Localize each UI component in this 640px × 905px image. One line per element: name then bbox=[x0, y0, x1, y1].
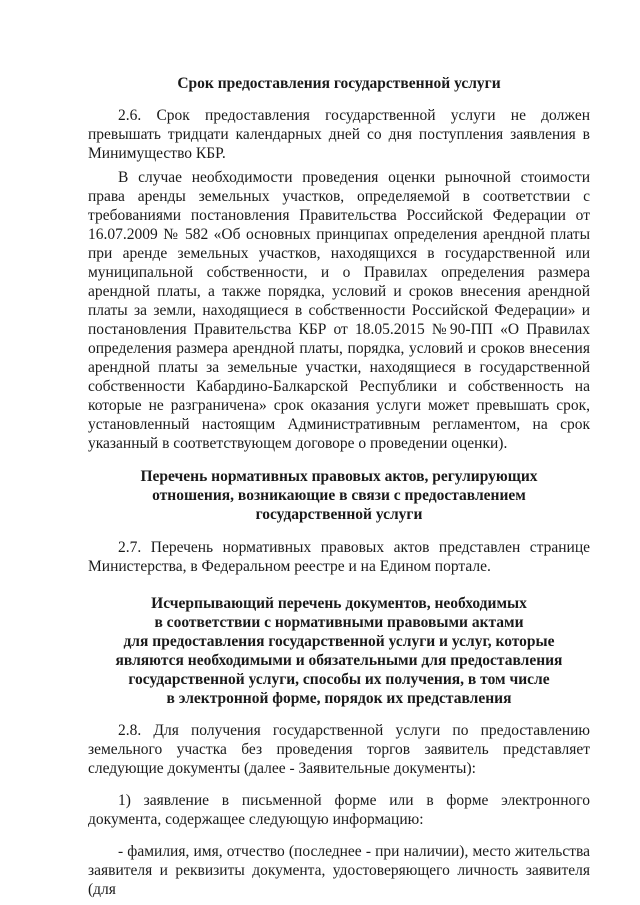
paragraph-2-8-item-1: 1) заявление в письменной форме или в форме электронного документа, содержащее следующую информацию: bbox=[88, 792, 590, 828]
section-title-term-text: Срок предоставления государственной услуги bbox=[177, 75, 501, 92]
section-title-legal-acts bbox=[88, 467, 590, 524]
section-title-line: для предоставления государственной услуги и услуг, которые bbox=[123, 633, 555, 650]
paragraph-2-6-assessment: В случае необходимости проведения оценки рыночной стоимости права аренды земельных участков, определяемой в соответствии с требованиями постановления Правительства Российской Федерации от 16.07.2009 № 582 «Об основных принципах определения арендной платы при аренде земельных участков, находящихся в государственной или муниципальной собственности, и о Правилах определения размера арендной платы, а также порядка, условий и сроков внесения арендной платы за земли, находящиеся в собственности Российской Федерации» и постановления Правительства КБР от 18.05.2015 №90-ПП «О Правилах определения размера арендной платы, порядка, условий и сроков внесения арендной платы за земельные участки, находящиеся в государственной собственности Кабардино-Балкарской Республики и собственность на которые не разграничена» срок оказания услуги может превышать срок, установленный настоящим Административным регламентом, на срок указанный в соответствующем договоре о проведении оценки). bbox=[88, 169, 590, 452]
section-title-line: отношения, возникающие в связи с предоставлением bbox=[152, 487, 526, 504]
section-title-line: в электронной форме, порядок их представления bbox=[166, 690, 512, 707]
section-title-line: государственной услуги bbox=[255, 506, 423, 523]
paragraph-2-6: 2.6. Срок предоставления государственной услуги не должен превышать тридцати календарных дней со дня поступления заявления в Минимущество КБР. bbox=[88, 107, 590, 162]
section-title-term bbox=[88, 74, 590, 93]
section-title-documents bbox=[88, 594, 590, 708]
document-body bbox=[88, 74, 590, 899]
section-title-line: государственной услуги, способы их получения, в том числе bbox=[128, 671, 550, 688]
section-title-line: являются необходимыми и обязательными для предоставления bbox=[115, 652, 563, 669]
paragraph-2-8: 2.8. Для получения государственной услуги по предоставлению земельного участка без проведения торгов заявитель представляет следующие документы (далее - Заявительные документы): bbox=[88, 722, 590, 777]
paragraph-2-7: 2.7. Перечень нормативных правовых актов представлен странице Министерства, в Федеральном реестре и на Едином портале. bbox=[88, 539, 590, 575]
section-title-line: в соответствии с нормативными правовыми актами bbox=[154, 614, 524, 631]
section-title-line: Перечень нормативных правовых актов, регулирующих bbox=[140, 468, 538, 485]
paragraph-2-8-item-1-detail: - фамилия, имя, отчество (последнее - при наличии), место жительства заявителя и реквизиты документа, удостоверяющего личность заявителя (для bbox=[88, 843, 590, 898]
section-title-line: Исчерпывающий перечень документов, необходимых bbox=[151, 595, 527, 612]
